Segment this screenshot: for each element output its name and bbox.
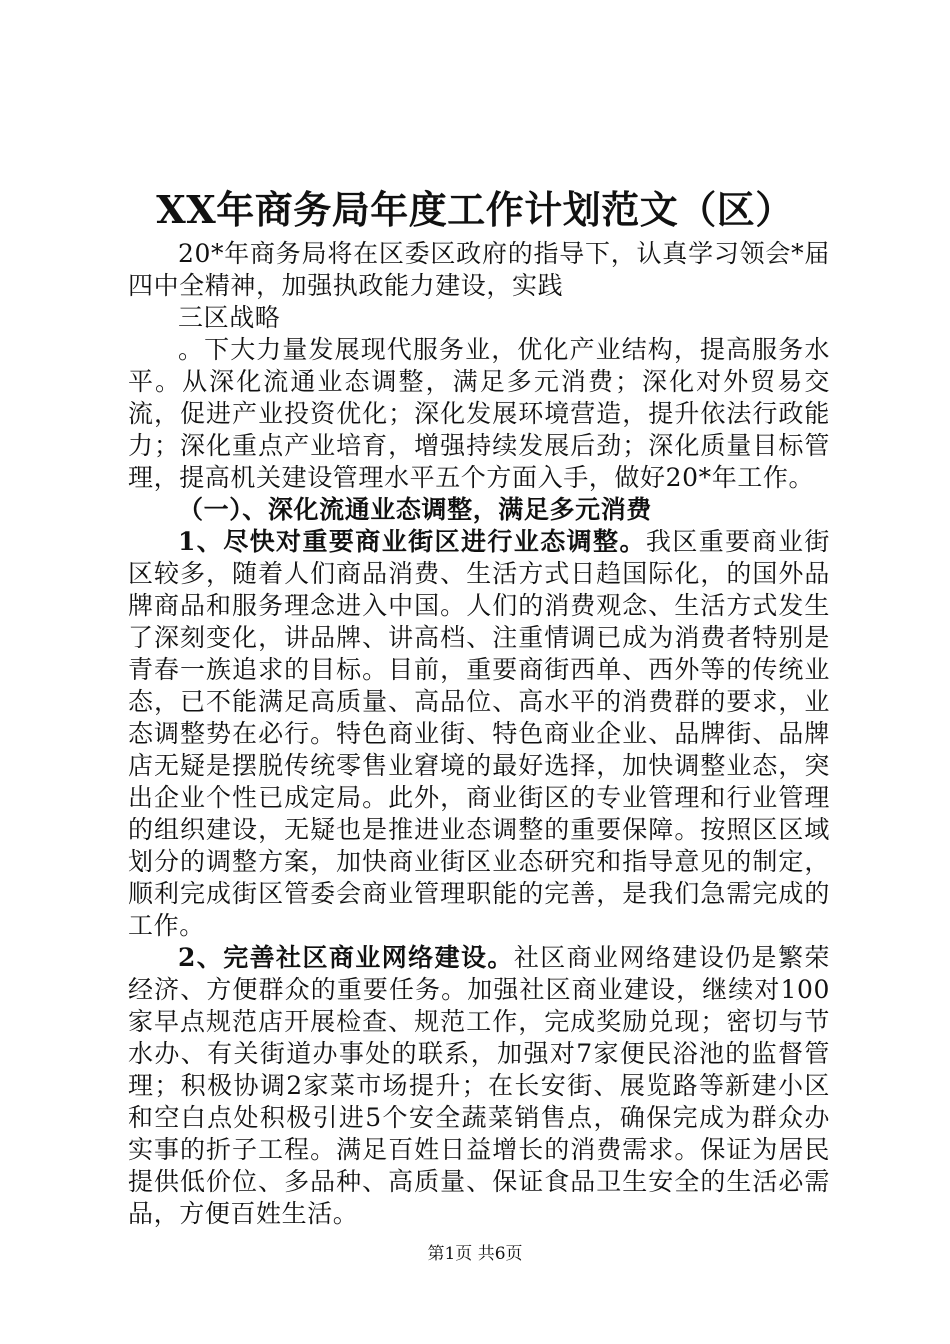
document-title: XX年商务局年度工作计划范文（区） — [156, 187, 794, 232]
item-2-paragraph — [128, 942, 830, 1230]
item-2-heading: 2、完善社区商业网络建设。 — [178, 943, 514, 972]
item-1-heading: 1、尽快对重要商业街区进行业态调整。 — [178, 527, 646, 556]
overview-paragraph: 。下大力量发展现代服务业，优化产业结构，提高服务水平。从深化流通业态调整，满足多元消费；深化对外贸易交流，促进产业投资优化；深化发展环境营造，提升依法行政能力；深化重点产业培育，增强持续发展后劲；深化质量目标管理，提高机关建设管理水平五个方面入手，做好20*年工作。 — [128, 335, 830, 492]
intro-paragraph: 20*年商务局将在区委区政府的指导下，认真学习领会*届四中全精神，加强执政能力建设，实践 — [128, 239, 830, 300]
item-1-paragraph — [128, 526, 830, 942]
item-1-text: 我区重要商业街区较多，随着人们商品消费、生活方式日趋国际化，的国外品牌商品和服务理念进入中国。人们的消费观念、生活方式发生了深刻变化，讲品牌、讲高档、注重情调已成为消费者特别是青春一族追求的目标。目前，重要商街西单、西外等的传统业态，已不能满足高质量、高品位、高水平的消费群的要求，业态调整势在必行。特色商业街、特色商业企业、品牌街、品牌店无疑是摆脱传统零售业窘境的最好选择，加快调整业态，突出企业个性已成定局。此外，商业街区的专业管理和行业管理的组织建设，无疑也是推进业态调整的重要保障。按照区区域划分的调整方案，加快商业街区业态研究和指导意见的制定，顺利完成街区管委会商业管理职能的完善，是我们急需完成的工作。 — [128, 527, 831, 940]
page-footer: 第1页 共6页 — [427, 1244, 523, 1264]
document-body — [128, 238, 830, 1230]
section-heading: （一）、深化流通业态调整，满足多元消费 — [178, 495, 652, 524]
item-2-text: 社区商业网络建设仍是繁荣经济、方便群众的重要任务。加强社区商业建设，继续对100家早点规范店开展检查、规范工作，完成奖励兑现；密切与节水办、有关街道办事处的联系，加强对7家便民浴池的监督管理；积极协调2家菜市场提升；在长安街、展览路等新建小区和空白点处积极引进5个安全蔬菜销售点，确保完成为群众办实事的折子工程。满足百姓日益增长的消费需求。保证为居民提供低价位、多品种、高质量、保证食品卫生安全的生活必需品，方便百姓生活。 — [128, 943, 830, 1228]
strategy-line: 三区战略 — [178, 303, 281, 332]
